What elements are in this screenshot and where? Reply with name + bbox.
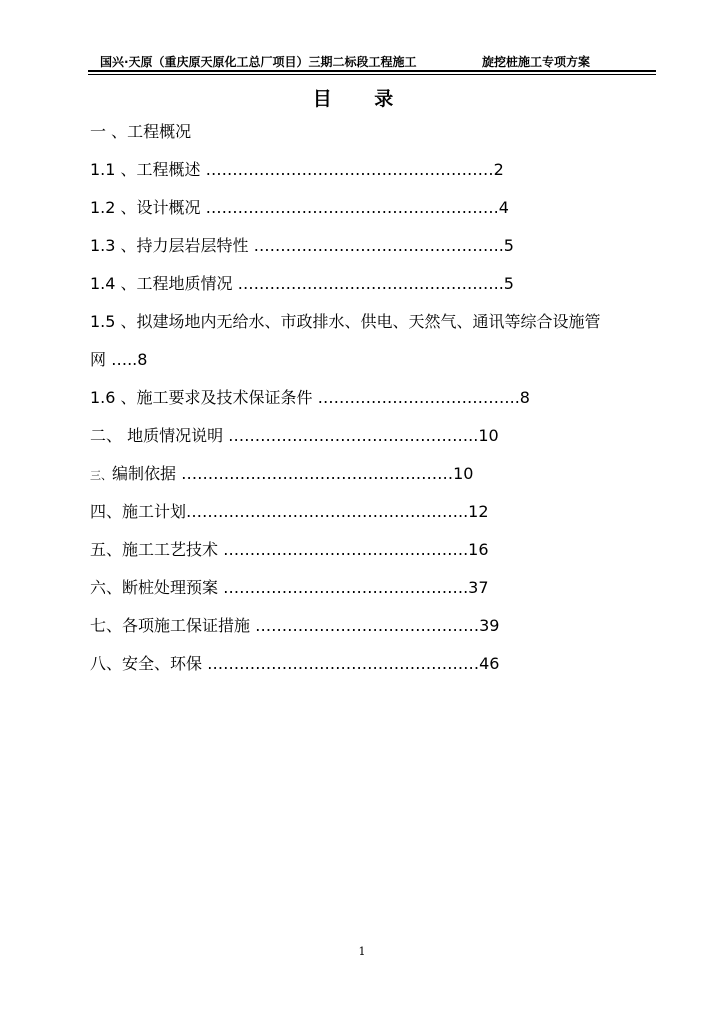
toc-entry[interactable]: 网 …..8 — [90, 350, 148, 369]
toc-entry[interactable]: 1.2 、设计概况 ……………………………………………….4 — [90, 198, 509, 217]
toc-entry[interactable]: 五、施工工艺技术 ……………………………………….16 — [90, 540, 489, 559]
toc-entry-label: 编制依据 ……………………………………………10 — [112, 464, 474, 483]
header-project-title: 国兴·天原（重庆原天原化工总厂项目）三期二标段工程施工 — [100, 55, 417, 69]
toc-entry[interactable]: 1.1 、工程概述 ………………………………………………2 — [90, 160, 504, 179]
toc-title: 目 录 — [312, 88, 412, 110]
toc-entry[interactable]: 七、各项施工保证措施 ……………………………………39 — [90, 616, 500, 635]
toc-entry-prefix: 三、 — [90, 469, 112, 482]
toc-entry[interactable]: 六、断桩处理预案 ……………………………………….37 — [90, 578, 489, 597]
header-rule-thick — [88, 70, 656, 72]
toc-entry[interactable]: 一 、工程概况 — [90, 122, 192, 141]
toc-entry[interactable]: 1.6 、施工要求及技术保证条件 ………………………………..8 — [90, 388, 530, 407]
page-number: 1 — [358, 945, 366, 958]
toc-entry[interactable]: 四、施工计划……………………………………………..12 — [90, 502, 489, 521]
toc-entry[interactable]: 八、安全、环保 ……………………………………………46 — [90, 654, 500, 673]
header-document-title: 旋挖桩施工专项方案 — [482, 55, 591, 69]
toc-entry[interactable]: 1.5 、拟建场地内无给水、市政排水、供电、天然气、通讯等综合设施管 — [90, 312, 601, 331]
toc-entry[interactable]: 二、 地质情况说明 ………………………………………..10 — [90, 426, 499, 445]
header-rule-thin — [88, 74, 656, 75]
toc-entry[interactable]: 1.4 、工程地质情况 …………………………………………..5 — [90, 274, 514, 293]
page-header — [92, 50, 656, 70]
toc-entry[interactable]: 1.3 、持力层岩层特性 ………………………………………..5 — [90, 236, 514, 255]
toc-entry[interactable] — [90, 464, 473, 486]
